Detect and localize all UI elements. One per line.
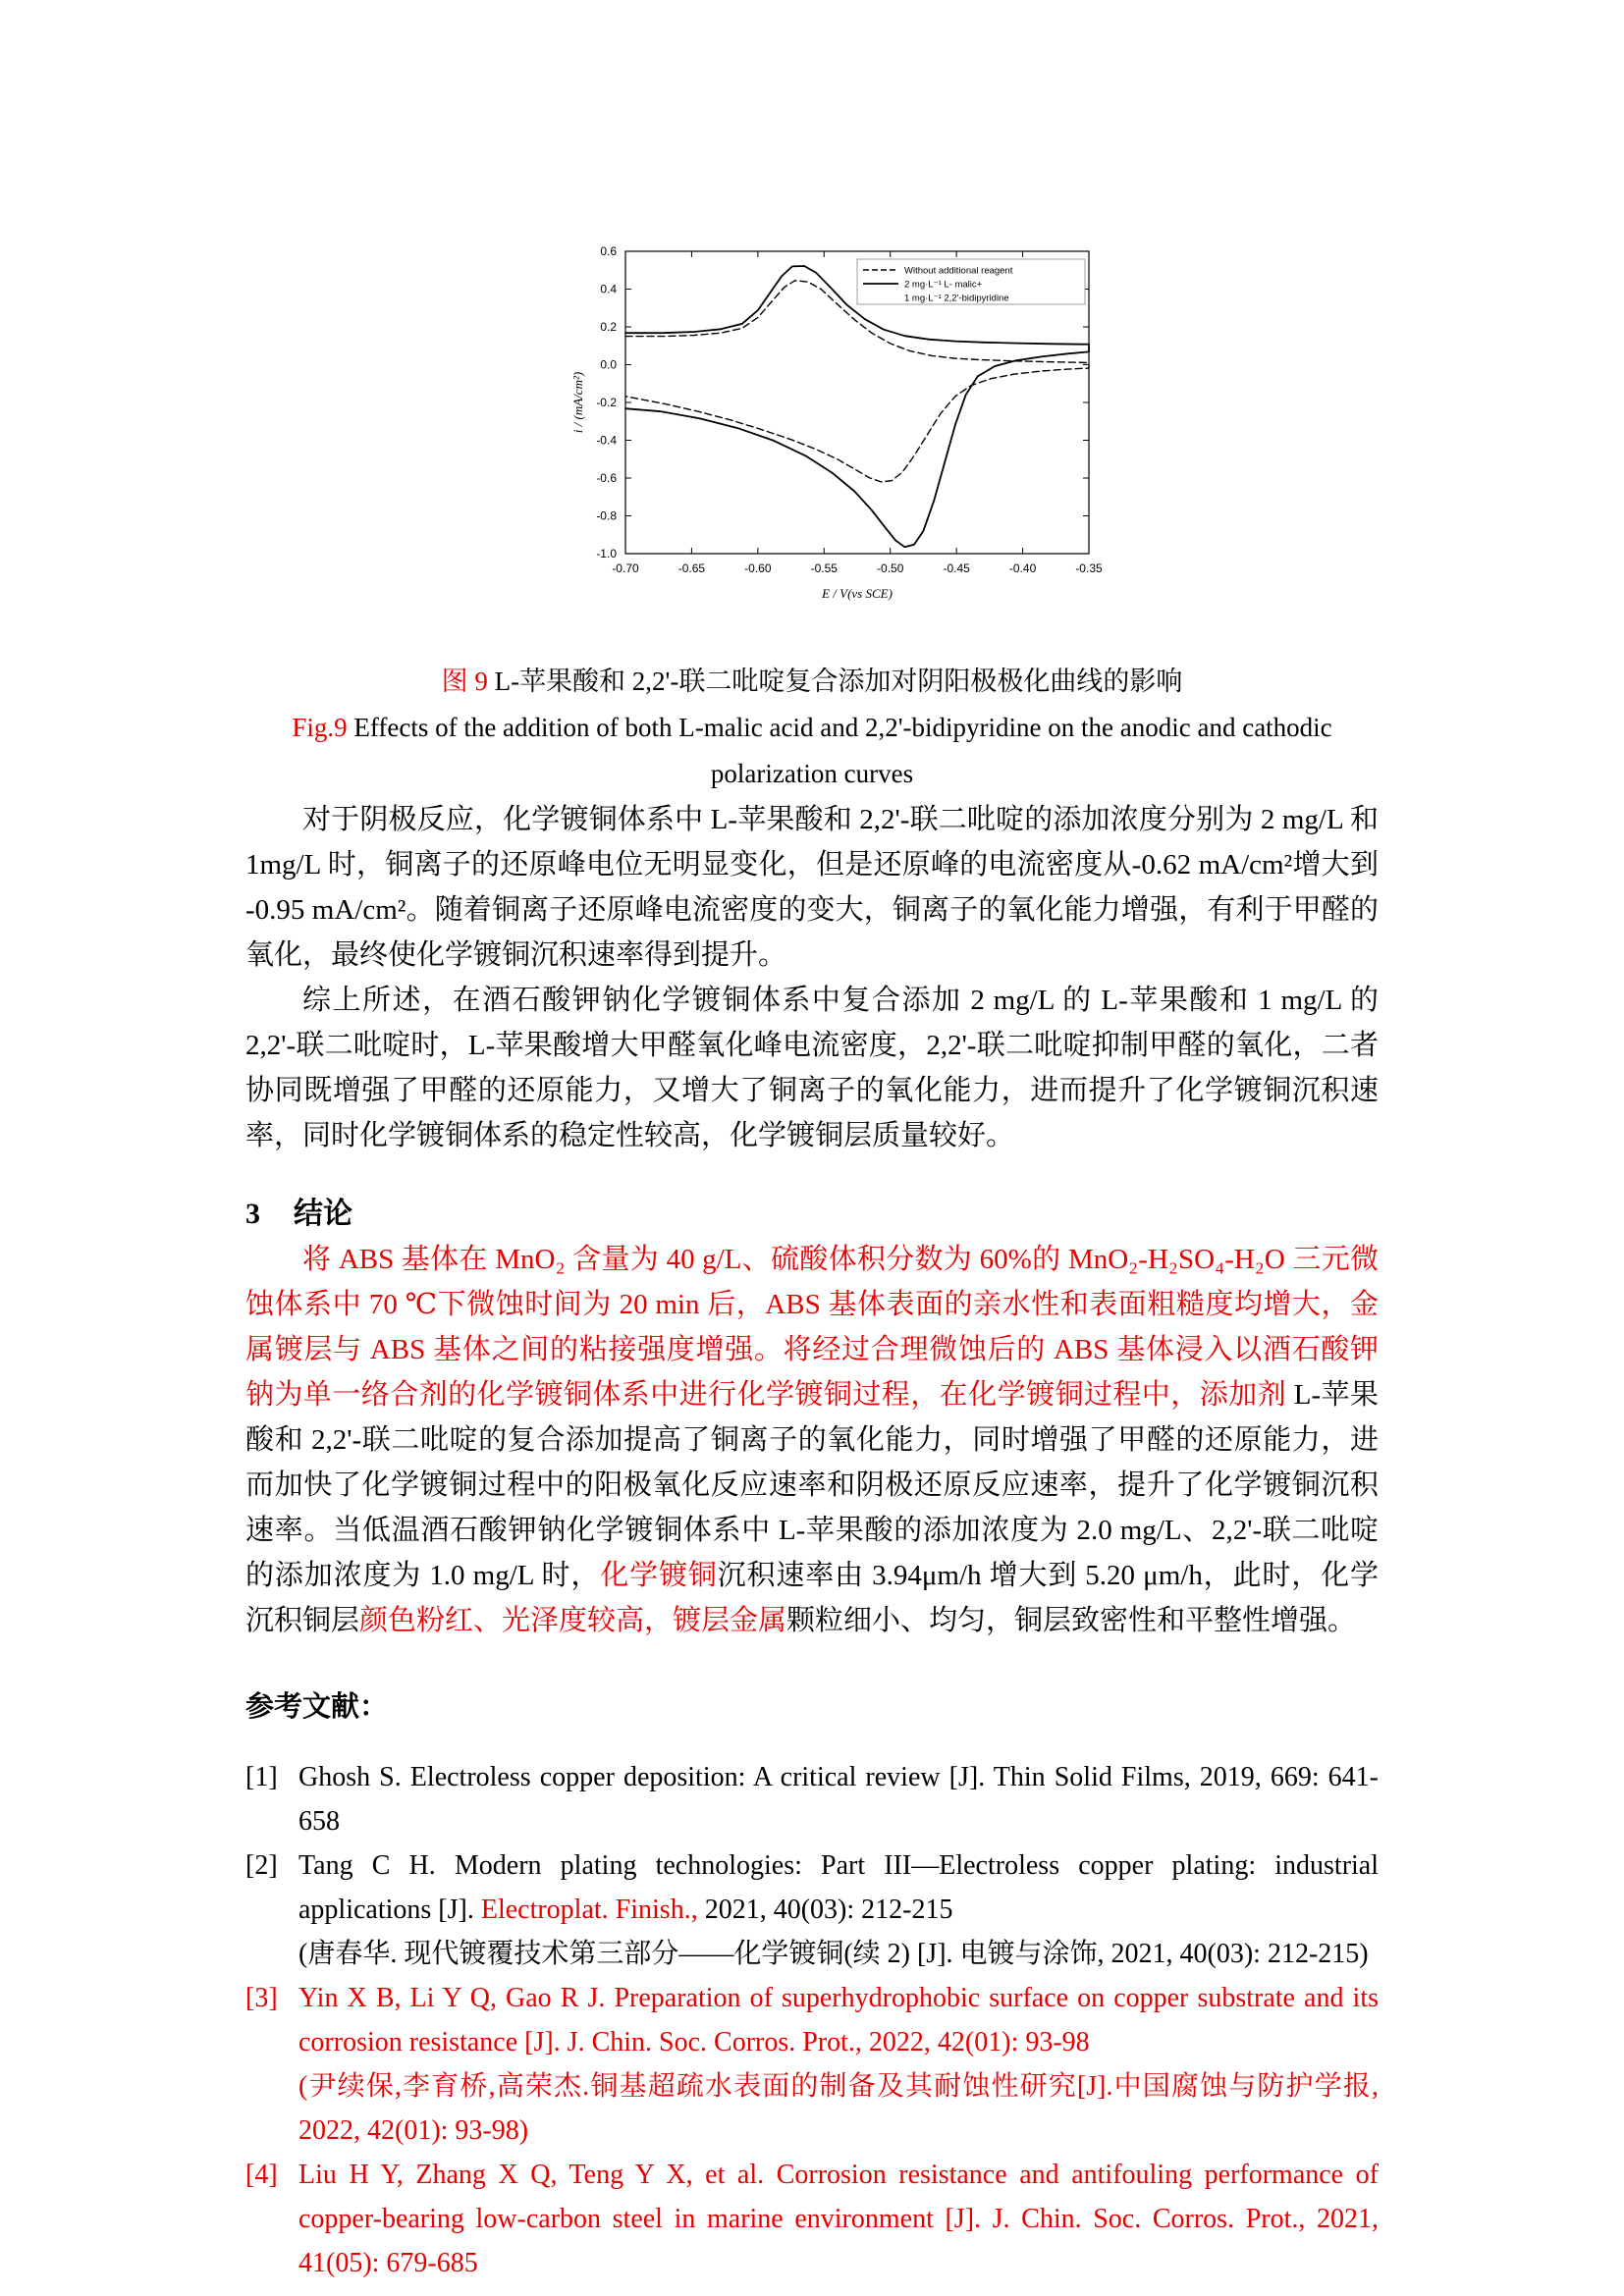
reference-text-2a: Tang C H. Modern plating technologies: Part III—Electroless copper plating: industrial applications [J]. xyxy=(298,1850,1379,1925)
svg-text:-0.4: -0.4 xyxy=(596,433,617,448)
conclusion-seg-1: 将 ABS 基体在 MnO₂ 含量为 40 g/L、硫酸体积分数为 60%的 MnO₂-H₂SO₄-H₂O 三元微蚀体系中 70 ℃下微蚀时间为 20 min 后，ABS 基体表面的亲水性和表面粗糙度均增大，金属镀层与 ABS 基体之间的粘接强度增强。将经过合理微蚀后的 ABS 基体浸入以酒石酸钾钠为单一络合剂的化学镀铜体系中进行化学镀铜过程，在化学镀铜过程中，添加剂 xyxy=(245,1244,1379,1411)
figure-caption xyxy=(245,659,1379,797)
figure-caption-en xyxy=(245,705,1379,751)
reference-text-1: Ghosh S. Electroless copper deposition: A critical review [J]. Thin Solid Films, 2019, 669: 641-658 xyxy=(298,1762,1379,1837)
svg-text:-0.2: -0.2 xyxy=(596,396,617,409)
svg-text:-0.35: -0.35 xyxy=(1075,561,1103,575)
reference-text-2-journal: Electroplat. Finish., xyxy=(480,1895,698,1925)
cv-polarization-chart xyxy=(563,236,1112,638)
svg-text:-0.70: -0.70 xyxy=(612,561,639,575)
svg-text:-0.8: -0.8 xyxy=(596,508,617,523)
svg-text:0.6: 0.6 xyxy=(600,244,617,258)
svg-text:-0.40: -0.40 xyxy=(1008,561,1037,575)
svg-text:-1.0: -1.0 xyxy=(596,547,617,561)
body-paragraph-2: 综上所述，在酒石酸钾钠化学镀铜体系中复合添加 2 mg/L 的 L-苹果酸和 1 mg/L 的 2,2'-联二吡啶时，L-苹果酸增大甲醛氧化峰电流密度，2,2'-联二吡啶抑制甲醛的氧化，二者协同既增强了甲醛的还原能力，又增大了铜离子的氧化能力，进而提升了化学镀铜沉积速率，同时化学镀铜体系的稳定性较高，化学镀铜层质量较好。 xyxy=(245,985,1379,1151)
section-heading-conclusion xyxy=(245,1192,1379,1237)
reference-item-3 xyxy=(245,1976,1379,2153)
svg-text:Without additional reagent: Without additional reagent xyxy=(904,265,1013,277)
reference-zh-2: (唐春华. 现代镀覆技术第三部分——化学镀铜(续 2) [J]. 电镀与涂饰, 2021, 40(03): 212-215) xyxy=(298,1939,1369,1969)
svg-text:-0.65: -0.65 xyxy=(677,561,706,575)
svg-text:i / (mA/cm²): i / (mA/cm²) xyxy=(570,371,585,434)
svg-text:1 mg·L⁻¹ 2,2'-bidipyridine: 1 mg·L⁻¹ 2,2'-bidipyridine xyxy=(904,293,1009,304)
reference-item-2 xyxy=(245,1843,1379,1976)
svg-text:-0.60: -0.60 xyxy=(744,561,772,575)
body-paragraph-1: 对于阴极反应，化学镀铜体系中 L-苹果酸和 2,2'-联二吡啶的添加浓度分别为 2 mg/L 和 1mg/L 时，铜离子的还原峰电位无明显变化，但是还原峰的电流密度从-0.62 mA/cm²增大到 -0.95 mA/cm²。随着铜离子还原峰电流密度的变大，铜离子的氧化能力增强，有利于甲醛的氧化，最终使化学镀铜沉积速率得到提升。 xyxy=(245,804,1379,971)
reference-number-1: [1] xyxy=(245,1762,278,1792)
figure-caption-zh-text: L-苹果酸和 2,2'-联二吡啶复合添加对阴阳极极化曲线的影响 xyxy=(487,667,1183,696)
svg-text:-0.45: -0.45 xyxy=(943,561,970,575)
conclusion-seg-2: L-苹果酸和 2,2'-联二吡啶的复合添加提高了铜离子的氧化能力，同时增强了甲醛的还原能力，进而加快了化学镀铜过程中的阳极氧化反应速率和阴极还原反应速率，提升了化学镀铜沉积速率。当低温酒石酸钾钠化学镀铜体系中 L-苹果酸的添加浓度为 2.0 mg/L、2,2'-联二吡啶的添加浓度为 1.0 mg/L 时， xyxy=(245,1379,1379,1591)
reference-text-4: Liu H Y, Zhang X Q, Teng Y X, et al. Corrosion resistance and antifouling performance of copper-bearing low-carbon steel in marine environment [J]. J. Chin. Soc. Corros. Prot., 2021, 41(05): 679-685 xyxy=(298,2160,1379,2278)
reference-item-4 xyxy=(245,2153,1379,2285)
conclusion-paragraph xyxy=(245,1237,1379,1643)
references-list xyxy=(245,1755,1379,2285)
page-content xyxy=(245,0,1379,2285)
figure-caption-en-text: Effects of the addition of both L-malic acid and 2,2'-bidipyridine on the anodic and cathodic xyxy=(347,713,1332,742)
figure-label-en: Fig.9 xyxy=(292,713,348,742)
reference-number-3: [3] xyxy=(245,1983,278,2013)
references-heading: 参考文献： xyxy=(245,1691,389,1723)
svg-text:2 mg·L⁻¹ L- malic+: 2 mg·L⁻¹ L- malic+ xyxy=(904,279,983,291)
figure-caption-zh xyxy=(245,659,1379,705)
svg-text:-0.50: -0.50 xyxy=(877,561,904,575)
svg-text:0.4: 0.4 xyxy=(600,282,617,296)
svg-text:0.2: 0.2 xyxy=(600,320,617,334)
svg-text:-0.6: -0.6 xyxy=(596,471,617,485)
figure-caption-en-line2: polarization curves xyxy=(710,759,914,788)
figure-9 xyxy=(245,236,1379,643)
svg-text:-0.55: -0.55 xyxy=(810,561,838,575)
svg-text:0.0: 0.0 xyxy=(600,357,617,372)
reference-text-2b: 2021, 40(03): 212-215 xyxy=(697,1895,953,1925)
section-number: 3 xyxy=(245,1198,260,1230)
figure-label-zh: 图 9 xyxy=(441,667,488,696)
conclusion-seg-4: 沉积速率由 3.94μm/h 增大到 5.20 μm/h，此时，化学沉积铜层 xyxy=(245,1560,1379,1636)
reference-zh-3: (尹续保,李育桥,高荣杰.铜基超疏水表面的制备及其耐蚀性研究[J].中国腐蚀与防护学报, 2022, 42(01): 93-98) xyxy=(298,2071,1379,2146)
reference-number-2: [2] xyxy=(245,1850,278,1881)
section-title: 结论 xyxy=(294,1198,352,1230)
reference-item-1 xyxy=(245,1755,1379,1843)
reference-number-4: [4] xyxy=(245,2160,278,2190)
conclusion-seg-6: 颗粒细小、均匀，铜层致密性和平整性增强。 xyxy=(786,1605,1357,1636)
reference-text-3: Yin X B, Li Y Q, Gao R J. Preparation of superhydrophobic surface on copper substrate and its corrosion resistance [J]. J. Chin. Soc. Corros. Prot., 2022, 42(01): 93-98 xyxy=(298,1983,1379,2057)
conclusion-seg-3: 化学镀铜 xyxy=(600,1560,718,1591)
conclusion-seg-5: 颜色粉红、光泽度较高，镀层金属 xyxy=(359,1605,787,1636)
svg-text:E / V(vs SCE): E / V(vs SCE) xyxy=(822,586,893,601)
